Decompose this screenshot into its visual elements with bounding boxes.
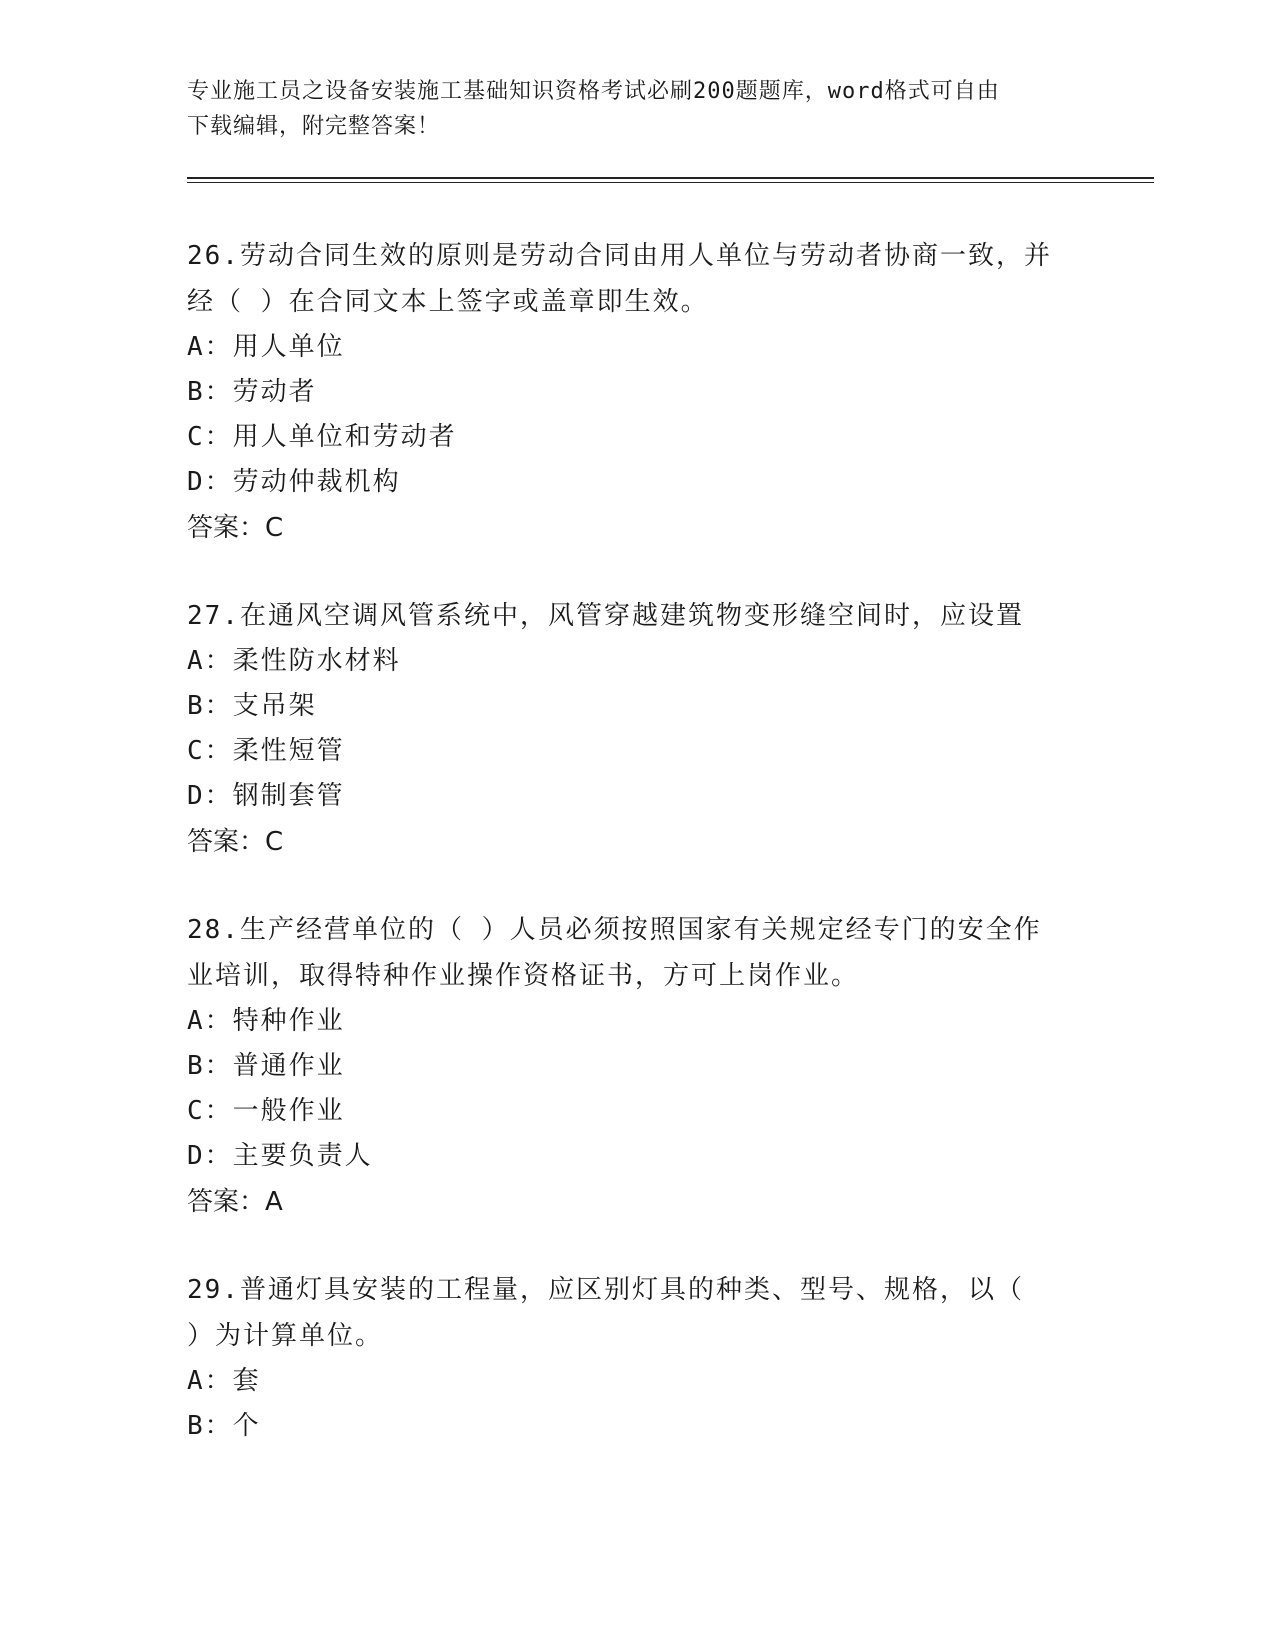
header-title-line-2: 下载编辑，附完整答案！ — [187, 114, 441, 139]
option-d: D：劳动仲裁机构 — [187, 467, 401, 497]
question-28 — [187, 907, 1087, 1225]
option-b: B：普通作业 — [187, 1051, 345, 1081]
question-stem-line: 28.生产经营单位的（ ）人员必须按照国家有关规定经专门的安全作 — [187, 915, 1042, 945]
question-26 — [187, 233, 1087, 551]
header-divider-thin — [187, 182, 1154, 183]
option-a: A：特种作业 — [187, 1006, 345, 1036]
question-stem-line: 29.普通灯具安装的工程量，应区别灯具的种类、型号、规格，以（ — [187, 1275, 1024, 1305]
question-list — [187, 233, 1087, 1491]
answer-line: 答案：C — [187, 827, 284, 857]
header-divider-thick — [187, 177, 1154, 179]
question-stem-line: 业培训，取得特种作业操作资格证书，方可上岗作业。 — [187, 961, 860, 991]
document-header — [187, 74, 1087, 144]
answer-line: 答案：C — [187, 513, 284, 543]
option-c: C：一般作业 — [187, 1096, 345, 1126]
question-27 — [187, 593, 1087, 865]
option-c: C：柔性短管 — [187, 736, 345, 766]
question-29 — [187, 1267, 1087, 1449]
option-a: A：柔性防水材料 — [187, 646, 401, 676]
question-stem-line: 经（ ）在合同文本上签字或盖章即生效。 — [187, 287, 709, 317]
question-stem-line: 27.在通风空调风管系统中，风管穿越建筑物变形缝空间时，应设置 — [187, 601, 1024, 631]
answer-line: 答案：A — [187, 1187, 283, 1217]
option-a: A：用人单位 — [187, 332, 345, 362]
option-b: B：个 — [187, 1411, 261, 1441]
option-d: D：主要负责人 — [187, 1141, 373, 1171]
option-b: B：劳动者 — [187, 377, 317, 407]
option-c: C：用人单位和劳动者 — [187, 422, 457, 452]
option-d: D：钢制套管 — [187, 781, 345, 811]
header-title-line-1: 专业施工员之设备安装施工基础知识资格考试必刷200题题库，word格式可自由 — [187, 79, 1000, 104]
option-a: A：套 — [187, 1366, 261, 1396]
question-stem-line: 26.劳动合同生效的原则是劳动合同由用人单位与劳动者协商一致，并 — [187, 241, 1052, 271]
option-b: B：支吊架 — [187, 691, 317, 721]
question-stem-line: ）为计算单位。 — [187, 1321, 384, 1351]
